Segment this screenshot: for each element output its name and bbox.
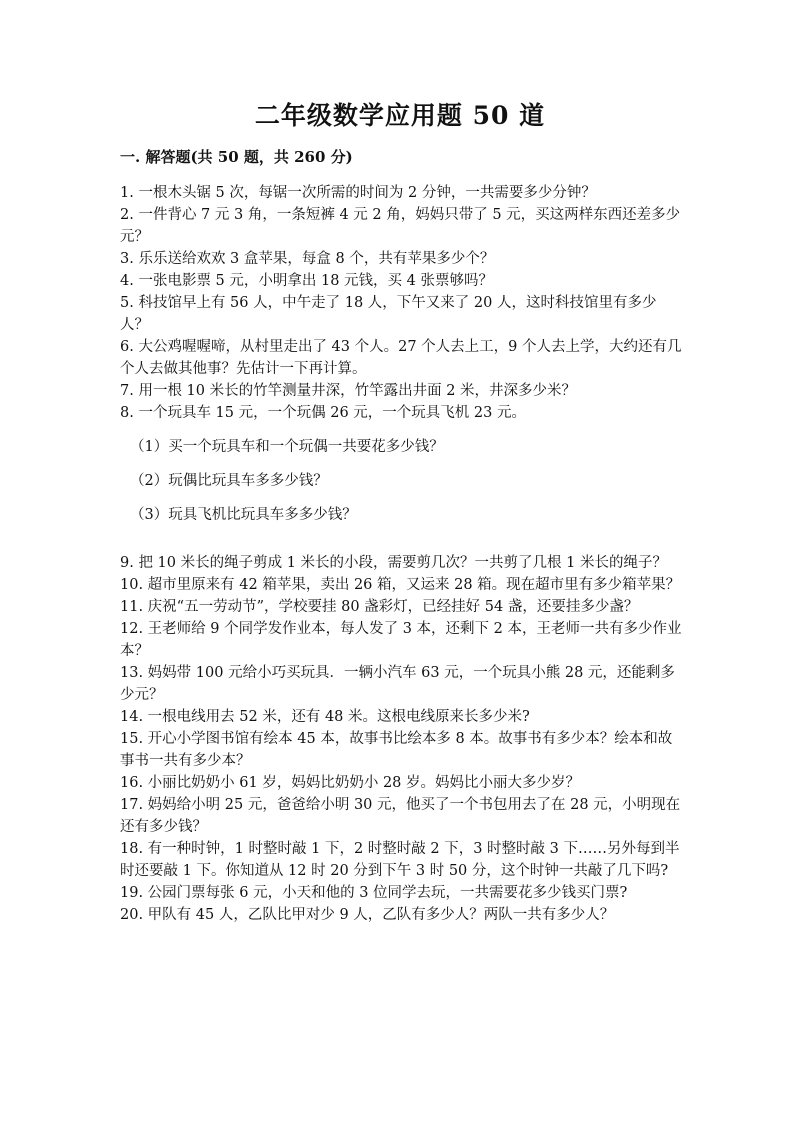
- question-item: 9. 把 10 米长的绳子剪成 1 米长的小段，需要剪几次？一共剪了几根 1 米长的绳子？: [120, 555, 667, 571]
- question-item: 10. 超市里原来有 42 箱苹果，卖出 26 箱，又运来 28 箱。现在超市里有多少箱苹果？: [120, 577, 681, 593]
- question-item: 2. 一件背心 7 元 3 角，一条短裤 4 元 2 角，妈妈只带了 5 元，买这两样东西还差多少元？: [120, 207, 681, 245]
- question-item: 15. 开心小学图书馆有绘本 45 本，故事书比绘本多 8 本。故事书有多少本？绘本和故事书一共有多少本？: [120, 731, 673, 769]
- question-item: 8. 一个玩具车 15 元，一个玩偶 26 元，一个玩具飞机 23 元。: [120, 405, 526, 421]
- question-item: 17. 妈妈给小明 25 元，爸爸给小明 30 元，他买了一个书包用去了在 28 元，小明现在还有多少钱？: [120, 797, 681, 835]
- question-item: 1. 一根木头锯 5 次，每锯一次所需的时间为 2 分钟，一共需要多少分钟？: [120, 185, 596, 201]
- question-item: 18. 有一种时钟，1 时整时敲 1 下，2 时整时敲 2 下，3 时整时敲 3 下……另外每到半时还要敲 1 下。你知道从 12 时 20 分到下午 3 时 50 分，这个时钟一共敲了几下吗?: [120, 841, 680, 879]
- question-item: 6. 大公鸡喔喔啼，从村里走出了 43 个人。27 个人去上工，9 个人去上学，大约还有几个人去做其他事？先估计一下再计算。: [120, 339, 682, 377]
- question-item: 16. 小丽比奶奶小 61 岁，妈妈比奶奶小 28 岁。妈妈比小丽大多少岁？: [120, 775, 581, 791]
- spacer: [120, 538, 685, 552]
- question-item: 12. 王老师给 9 个同学发作业本，每人发了 3 本，还剩下 2 本，王老师一共有多少作业本？: [120, 621, 682, 659]
- question-item: 13. 妈妈带 100 元给小巧买玩具．一辆小汽车 63 元，一个玩具小熊 28 元，还能剩多少元？: [120, 665, 675, 703]
- question-list: [120, 182, 685, 926]
- sub-question: （2）玩偶比玩具车多多少钱？: [130, 473, 328, 489]
- sub-question: （3）玩具飞机比玩具车多多少钱？: [130, 507, 357, 523]
- question-item: 11. 庆祝“五一劳动节”，学校要挂 80 盏彩灯，已经挂好 54 盏，还要挂多少盏？: [120, 599, 639, 615]
- page-title: 二年级数学应用题 50 道: [254, 101, 546, 130]
- section-heading: 一. 解答题(共 50 题，共 260 分): [120, 148, 353, 166]
- question-item: 19. 公园门票每张 6 元，小天和他的 3 位同学去玩，一共需要花多少钱买门票?: [120, 885, 628, 901]
- question-item: 3. 乐乐送给欢欢 3 盒苹果，每盒 8 个，共有苹果多少个？: [120, 251, 495, 267]
- question-item: 20. 甲队有 45 人，乙队比甲对少 9 人，乙队有多少人？两队一共有多少人？: [120, 907, 615, 923]
- question-item: 4. 一张电影票 5 元，小明拿出 18 元钱，买 4 张票够吗？: [120, 273, 493, 289]
- sub-question: （1）买一个玩具车和一个玩偶一共要花多少钱？: [130, 439, 444, 455]
- question-item: 14. 一根电线用去 52 米，还有 48 米。这根电线原来长多少米?: [120, 709, 530, 725]
- question-item: 7. 用一根 10 米长的竹竿测量井深，竹竿露出井面 2 米，井深多少米？: [120, 383, 577, 399]
- question-item: 5. 科技馆早上有 56 人，中午走了 18 人，下午又来了 20 人，这时科技馆里有多少人？: [120, 295, 657, 333]
